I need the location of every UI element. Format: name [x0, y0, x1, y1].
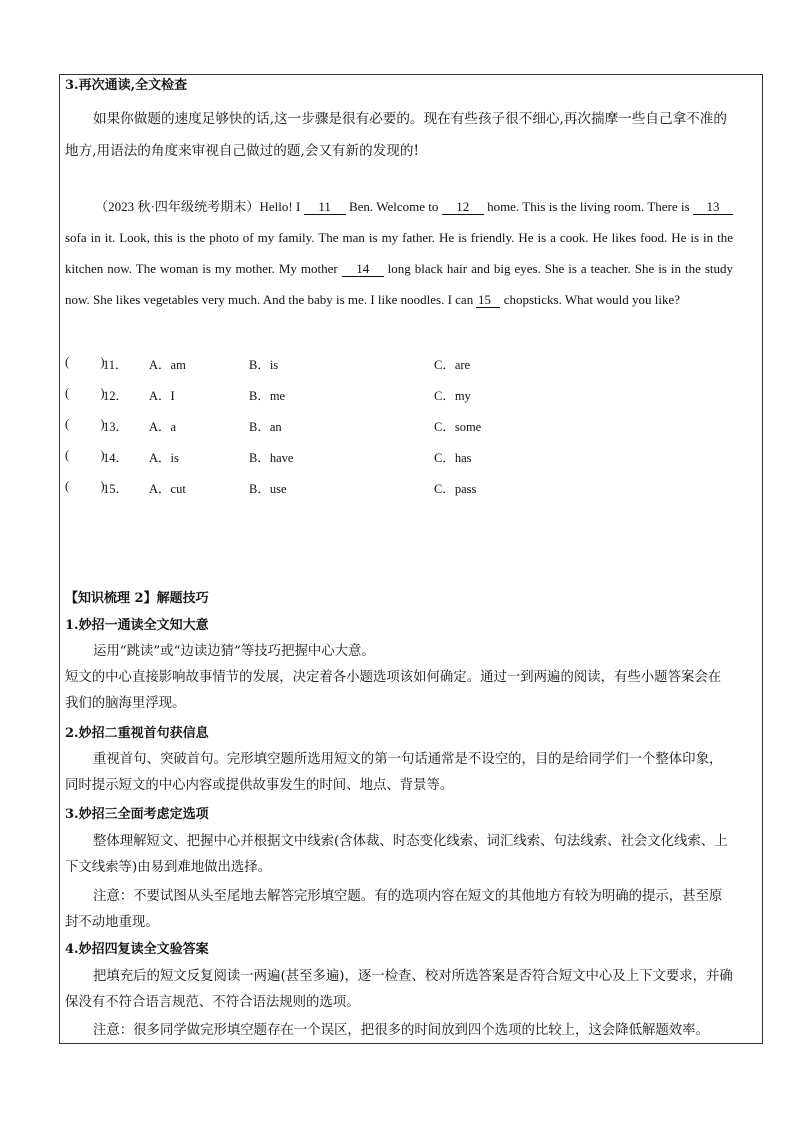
option-c[interactable]: C．are — [434, 358, 471, 372]
answer-paren[interactable]: ( ) — [65, 417, 105, 431]
question-number: 15． — [103, 482, 129, 496]
option-c[interactable]: C．some — [434, 420, 482, 434]
method-2-heading: 2.妙招二重视首句获信息 — [65, 726, 209, 741]
option-b[interactable]: B．an — [249, 420, 282, 434]
exercise-source: （2023 秋·四年级统考期末） — [95, 199, 260, 214]
method-2-paragraph: 重视首句、突破首句。完形填空题所选用短文的第一句话通常是不设空的，目的是给同学们一个整体印象，同时提示短文的中心内容或提供故事发生的时间、地点、背景等。 — [65, 752, 723, 793]
question-12 — [65, 386, 705, 406]
answer-paren[interactable]: ( ) — [65, 448, 105, 462]
option-b[interactable]: B．have — [249, 451, 294, 465]
section3-heading: 3.再次通读,全文检查 — [65, 78, 188, 93]
knowledge-title: 【知识梳理 2】解题技巧 — [65, 591, 209, 606]
cloze-passage — [65, 191, 733, 315]
method-3-heading: 3.妙招三全面考虑定选项 — [65, 807, 209, 822]
blank-12: 12 — [442, 200, 484, 215]
question-14 — [65, 448, 705, 468]
question-11 — [65, 355, 705, 375]
question-13 — [65, 417, 705, 437]
option-a[interactable]: A．is — [149, 451, 179, 465]
method-3-paragraph: 整体理解短文、把握中心并根据文中线索(含体裁、时态变化线索、词汇线索、句法线索、社会文化线索、上下文线索等)由易到难地做出选择。 — [65, 834, 728, 875]
method-3-note: 注意：不要试图从头至尾地去解答完形填空题。有的选项内容在短文的其他地方有较为明确的提示，甚至原封不动地重现。 — [65, 889, 723, 930]
option-a[interactable]: A．a — [149, 420, 177, 434]
answer-paren[interactable]: ( ) — [65, 479, 105, 493]
passage-text: home. This is the living room. There is — [483, 199, 693, 214]
option-a[interactable]: A．am — [149, 358, 186, 372]
method-1-heading: 1.妙招一通读全文知大意 — [65, 618, 209, 633]
option-c[interactable]: C．my — [434, 389, 471, 403]
option-a[interactable]: A．I — [149, 389, 175, 403]
method-1-paragraph: 运用“跳读”或“边读边猜”等技巧把握中心大意。 — [93, 644, 375, 659]
option-b[interactable]: B．me — [249, 389, 286, 403]
answer-paren[interactable]: ( ) — [65, 355, 105, 369]
passage-text: sofa in it. Look, this is the photo of my family. The man is my father. He is friendly. He is a cook. He likes food. He is in the kitchen now. The woman is my mother. My mother — [65, 230, 733, 276]
blank-13: 13 — [693, 200, 733, 215]
method-4-heading: 4.妙招四复读全文验答案 — [65, 942, 209, 957]
question-15 — [65, 479, 705, 499]
question-number: 14． — [103, 451, 129, 465]
option-a[interactable]: A．cut — [149, 482, 186, 496]
section3-paragraph: 如果你做题的速度足够快的话,这一步骤是很有必要的。现在有些孩子很不细心,再次揣摩一些自己拿不准的地方,用语法的角度来审视自己做过的题,会又有新的发现的! — [65, 111, 727, 159]
option-b[interactable]: B．is — [249, 358, 279, 372]
method-4-note: 注意：很多同学做完形填空题存在一个误区，把很多的时间放到四个选项的比较上，这会降低解题效率。 — [93, 1023, 709, 1038]
answer-paren[interactable]: ( ) — [65, 386, 105, 400]
question-number: 12． — [103, 389, 129, 403]
blank-14: 14 — [342, 262, 384, 277]
option-b[interactable]: B．use — [249, 482, 287, 496]
question-number: 13． — [103, 420, 129, 434]
option-c[interactable]: C．pass — [434, 482, 477, 496]
blank-11: 11 — [304, 200, 346, 215]
method-4-paragraph: 把填充后的短文反复阅读一两遍(甚至多遍)，逐一检查、校对所选答案是否符合短文中心及上下文要求，并确保没有不符合语言规范、不符合语法规则的选项。 — [65, 969, 733, 1010]
passage-text: long black hair and big eyes. She is a teacher. She is in the study now. She likes vegetables very much. And the baby is me. I like noodles. I can — [65, 261, 733, 307]
passage-text: chopsticks. What would you like? — [500, 292, 681, 307]
option-c[interactable]: C．has — [434, 451, 472, 465]
passage-text: Hello! I — [259, 199, 304, 214]
question-number: 11． — [103, 358, 128, 372]
passage-text: Ben. Welcome to — [345, 199, 442, 214]
method-1-paragraph: 短文的中心直接影响故事情节的发展，决定着各小题选项该如何确定。通过一到两遍的阅读，有些小题答案会在我们的脑海里浮现。 — [65, 670, 722, 711]
blank-15: 15 — [476, 293, 500, 308]
